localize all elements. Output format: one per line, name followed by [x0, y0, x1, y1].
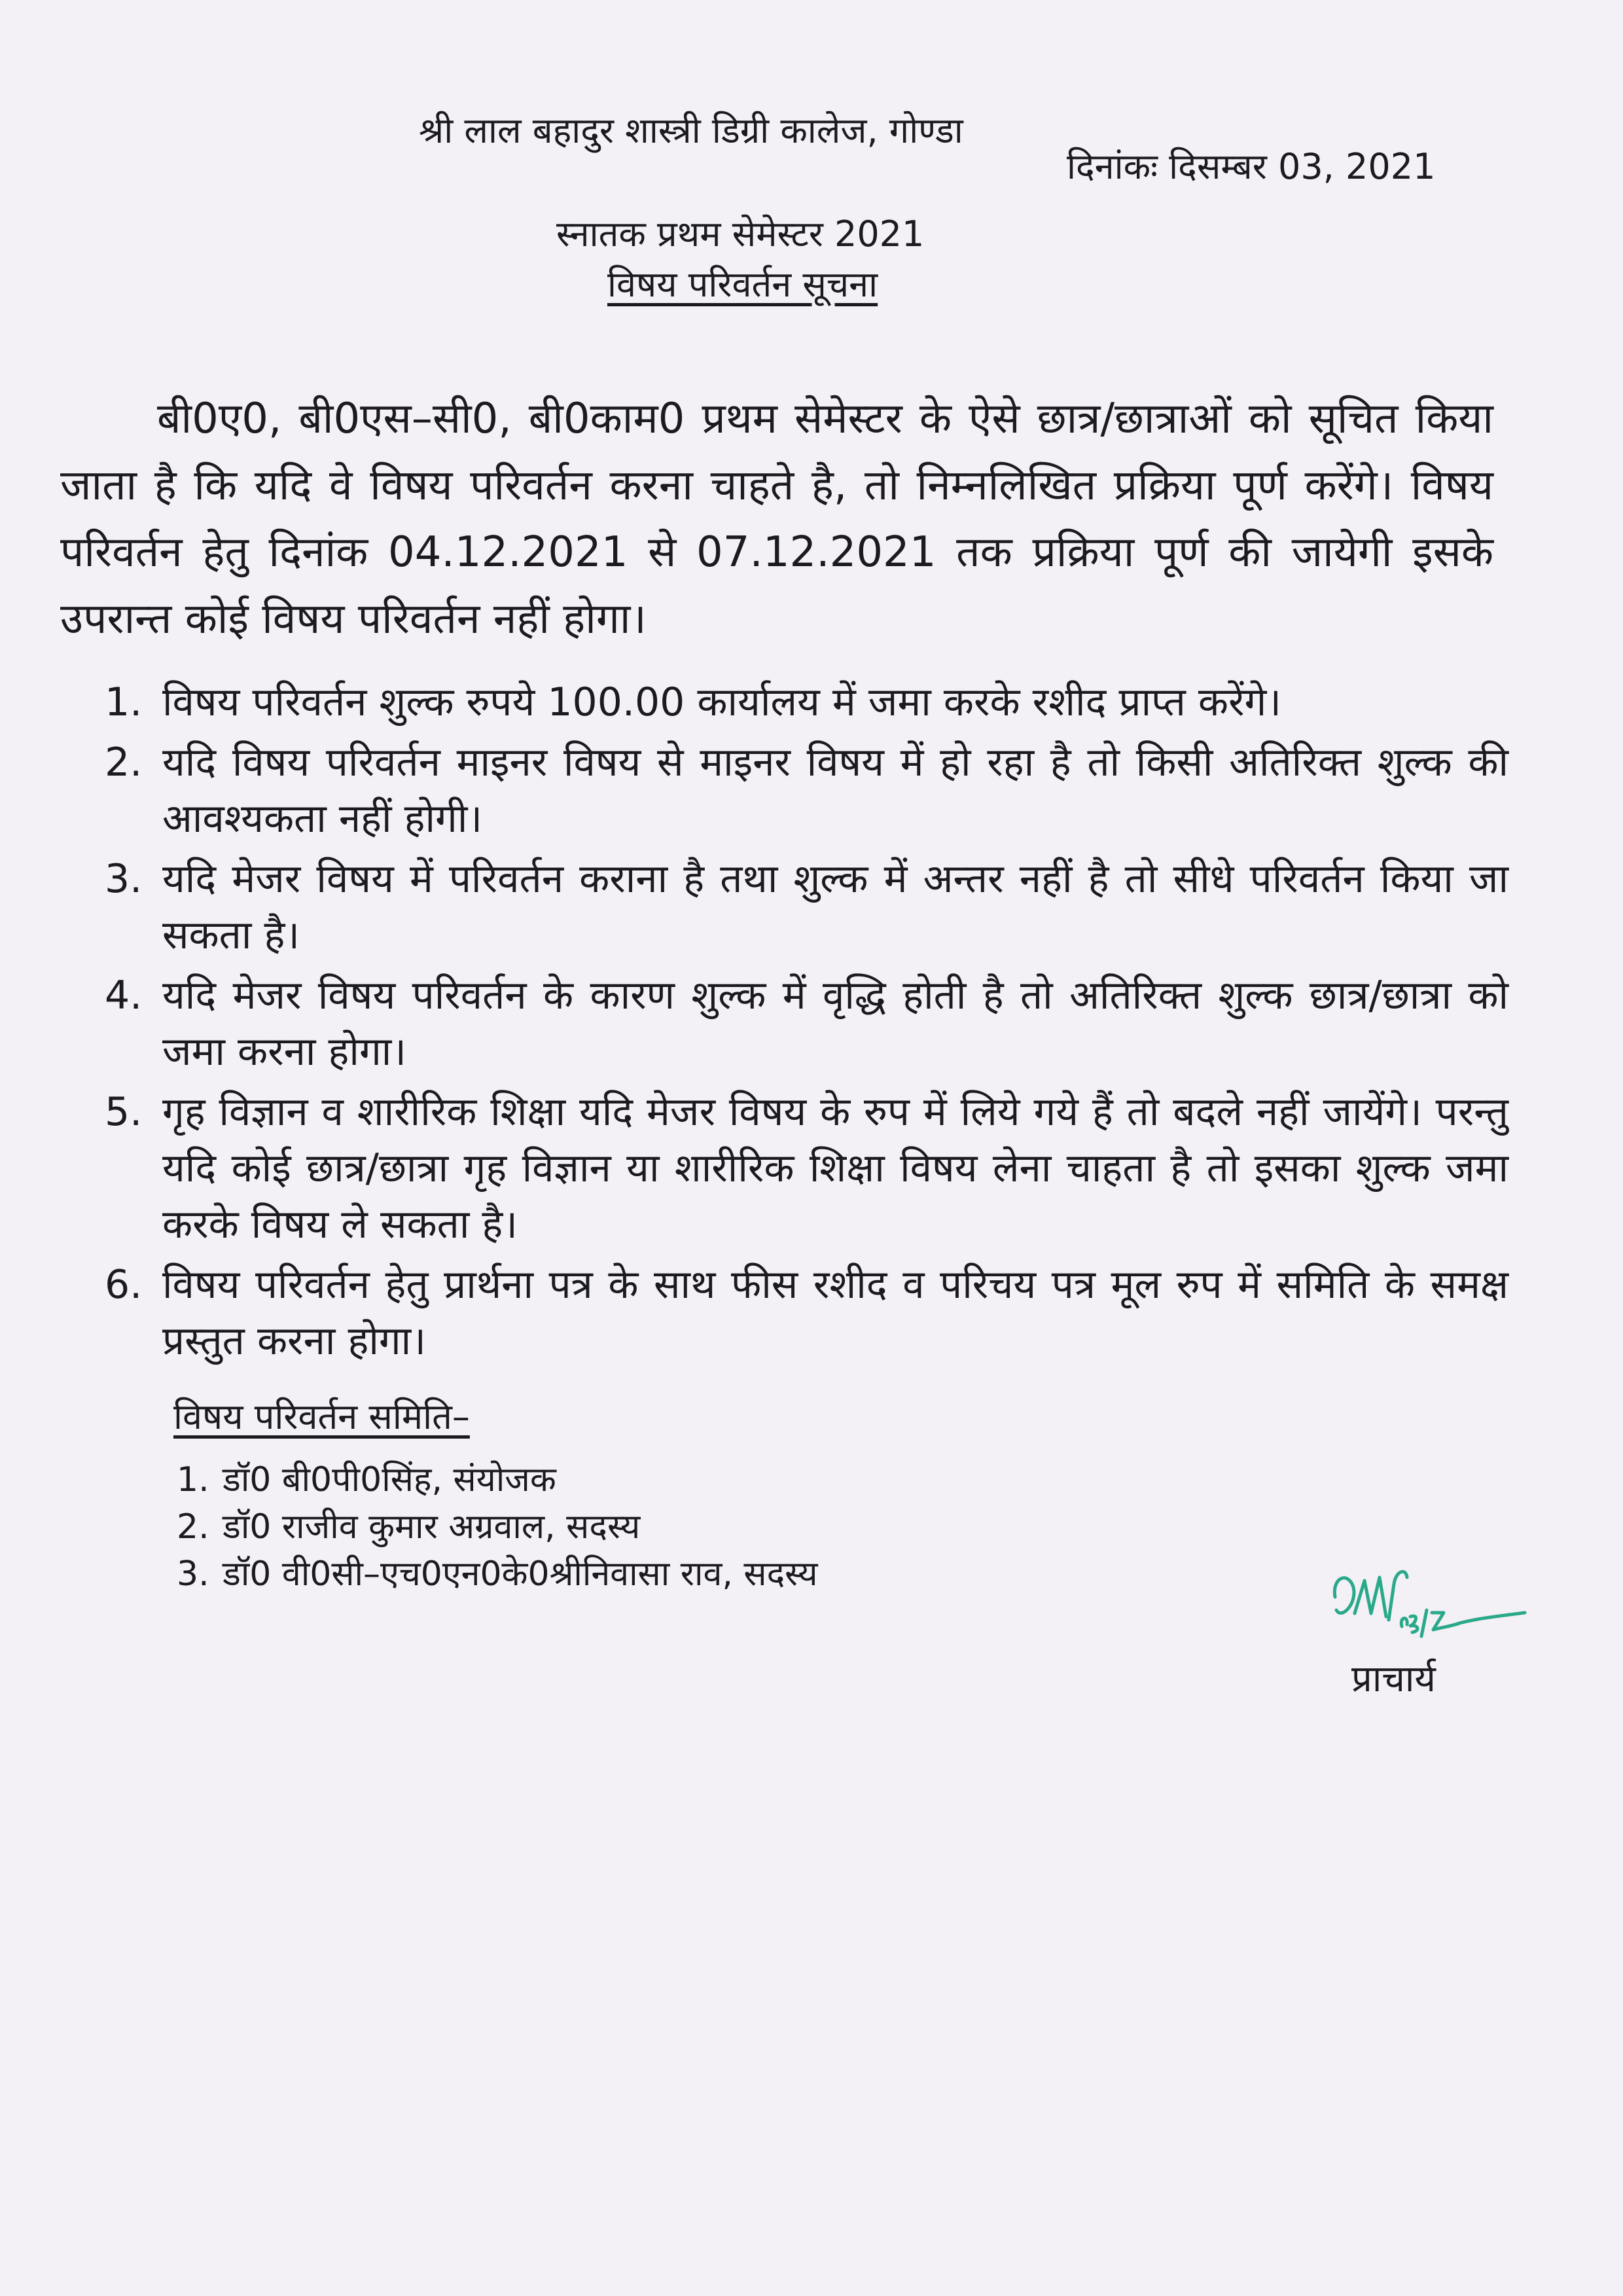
rule-number: 4. — [105, 973, 143, 1018]
rule-text: विषय परिवर्तन हेतु प्रार्थना पत्र के साथ फीस रशीद व परिचय पत्र मूल रुप में समिति के समक्ष प्रस्तुत करना होगा। — [162, 1262, 1508, 1364]
committee-member — [177, 1551, 818, 1598]
rule-item — [105, 851, 1508, 963]
intro-paragraph: बी0ए0, बी0एस–सी0, बी0काम0 प्रथम सेमेस्टर के ऐसे छात्र/छात्राओं को सूचित किया जाता है कि यदि वे विषय परिवर्तन करना चाहते है, तो निम्नलिखित प्रक्रिया पूर्ण करेंगे। विषय परिवर्तन हेतु दिनांक 04.12.2021 से 07.12.2021 तक प्रक्रिया पूर्ण की जायेगी इसके उपरान्त कोई विषय परिवर्तन नहीं होगा। — [60, 395, 1493, 643]
rule-text: यदि विषय परिवर्तन माइनर विषय से माइनर विषय में हो रहा है तो किसी अतिरिक्त शुल्क की आवश्यकता नहीं होगी। — [162, 740, 1508, 842]
member-number: 1. — [177, 1460, 209, 1499]
rule-number: 1. — [105, 679, 143, 725]
signature-strokes — [1334, 1571, 1525, 1636]
principal-designation: प्राचार्य — [1351, 1658, 1436, 1700]
rule-text: विषय परिवर्तन शुल्क रुपये 100.00 कार्यालय में जमा करके रशीद प्राप्त करेंगे। — [162, 679, 1282, 725]
member-name: डॉ0 राजीव कुमार अग्रवाल, सदस्य — [223, 1507, 641, 1547]
committee-member — [177, 1503, 818, 1551]
notice-date: दिनांकः दिसम्बर 03, 2021 — [1067, 146, 1436, 187]
rule-text: यदि मेजर विषय परिवर्तन के कारण शुल्क में वृद्धि होती है तो अतिरिक्त शुल्क छात्र/छात्रा को जमा करना होगा। — [162, 973, 1508, 1075]
notice-title: विषय परिवर्तन सूचना — [607, 264, 878, 305]
member-number: 2. — [177, 1507, 209, 1547]
rule-item — [105, 674, 1508, 730]
rule-text: यदि मेजर विषय में परिवर्तन कराना है तथा शुल्क में अन्तर नहीं है तो सीधे परिवर्तन किया जा सकता है। — [162, 856, 1508, 958]
rule-number: 5. — [105, 1089, 143, 1135]
rule-number: 6. — [105, 1262, 143, 1308]
committee-member — [177, 1456, 818, 1503]
rule-number: 2. — [105, 740, 143, 785]
rule-item — [105, 1257, 1508, 1369]
member-name: डॉ0 वी0सी–एच0एन0के0श्रीनिवासा राव, सदस्य — [223, 1554, 818, 1594]
member-name: डॉ0 बी0पी0सिंह, संयोजक — [223, 1460, 556, 1499]
committee-title: विषय परिवर्तन समिति– — [173, 1396, 470, 1437]
rule-item — [105, 734, 1508, 847]
college-name: श्री लाल बहादुर शास्त्री डिग्री कालेज, गोण्डा — [419, 110, 963, 151]
rule-number: 3. — [105, 856, 143, 902]
rule-item — [105, 1084, 1508, 1253]
rule-text: गृह विज्ञान व शारीरिक शिक्षा यदि मेजर विषय के रुप में लिये गये हैं तो बदले नहीं जायेंगे। परन्तु यदि कोई छात्र/छात्रा गृह विज्ञान या शारीरिक शिक्षा विषय लेना चाहता है तो इसका शुल्क जमा करके विषय ले सकता है। — [162, 1089, 1508, 1247]
rules-list — [105, 674, 1508, 1373]
member-number: 3. — [177, 1554, 209, 1594]
notice-subtitle: स्नातक प्रथम सेमेस्टर 2021 — [556, 213, 925, 255]
committee-members — [177, 1456, 818, 1598]
rule-item — [105, 967, 1508, 1080]
